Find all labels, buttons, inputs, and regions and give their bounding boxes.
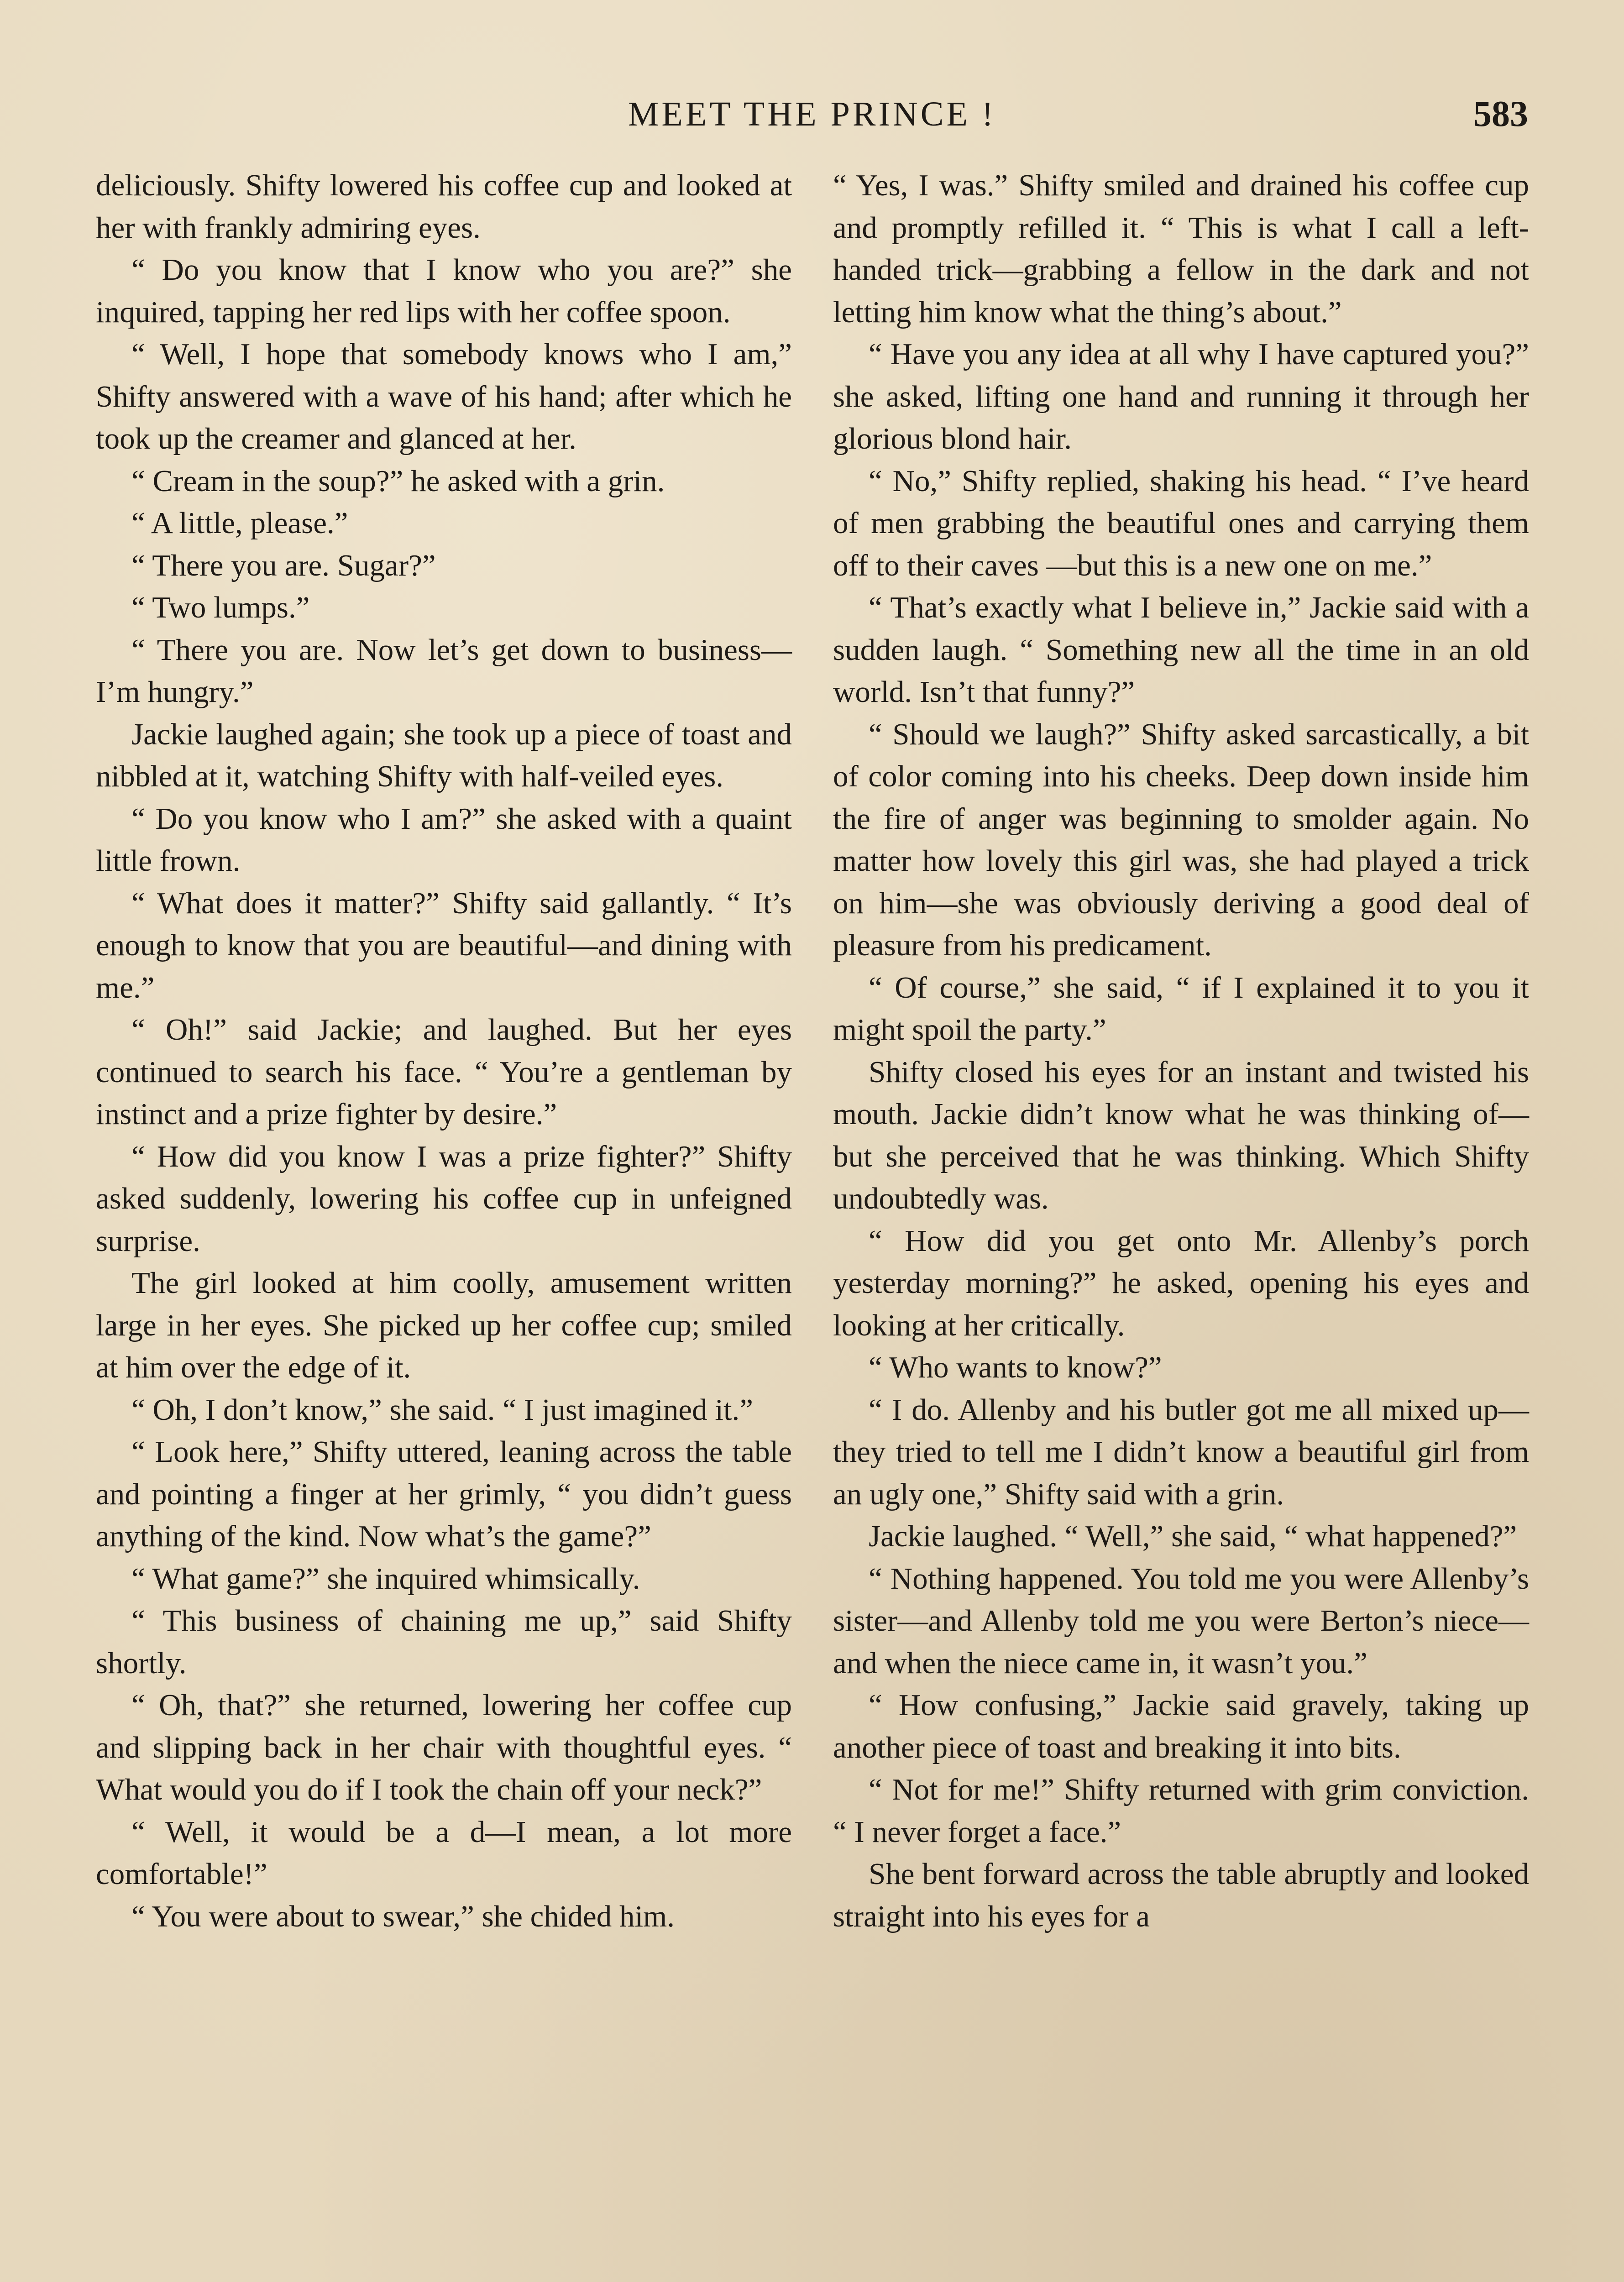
paragraph: “ Nothing happened. You told me you were Allenby’s sister—and Allenby told me you were Berton’s niece—and when the niece came in, it wasn’t you.” <box>833 1561 1529 1680</box>
paragraph: Jackie laughed again; she took up a piece of toast and nibbled at it, watching Shifty with half-veiled eyes. <box>96 717 792 793</box>
paragraph: “ Do you know that I know who you are?” she inquired, tapping her red lips with her coffee spoon. <box>96 253 792 329</box>
paragraph: “ Should we laugh?” Shifty asked sarcastically, a bit of color coming into his cheeks. Deep down inside him the fire of anger was beginning to smolder again. No matter how lovely this girl was, she had played a trick on him—she was obviously deriving a good deal of pleasure from his predicament. <box>833 717 1529 962</box>
paragraph: “ What does it matter?” Shifty said gallantly. “ It’s enough to know that you are beautiful—and dining with me.” <box>96 886 792 1005</box>
paragraph: “ You were about to swear,” she chided him. <box>131 1899 675 1933</box>
paragraph: “ There you are. Now let’s get down to business—I’m hungry.” <box>96 633 792 709</box>
right-column <box>833 164 1529 2282</box>
paragraph: She bent forward across the table abruptly and looked straight into his eyes for a <box>833 1857 1529 1933</box>
paragraph: “ How confusing,” Jackie said gravely, taking up another piece of toast and breaking it into bits. <box>833 1688 1529 1764</box>
paragraph: “ Well, I hope that somebody knows who I am,” Shifty answered with a wave of his hand; after which he took up the creamer and glanced at her. <box>96 337 792 455</box>
text-columns <box>96 164 1529 2282</box>
left-column <box>96 164 792 2282</box>
paragraph: The girl looked at him coolly, amusement written large in her eyes. She picked up her coffee cup; smiled at him over the edge of it. <box>96 1266 792 1384</box>
paragraph: “ A little, please.” <box>131 506 348 540</box>
paragraph: Shifty closed his eyes for an instant and twisted his mouth. Jackie didn’t know what he was thinking of—but she perceived that he was thinking. Which Shifty undoubtedly was. <box>833 1055 1529 1215</box>
paragraph: “ Of course,” she said, “ if I explained it to you it might spoil the party.” <box>833 970 1529 1047</box>
paragraph: “ Who wants to know?” <box>869 1350 1162 1384</box>
paragraph: “ No,” Shifty replied, shaking his head. “ I’ve heard of men grabbing the beautiful ones and carrying them off to their caves —but this is a new one on me.” <box>833 464 1529 582</box>
paragraph: “ That’s exactly what I believe in,” Jackie said with a sudden laugh. “ Something new all the time in an old world. Isn’t that funny?” <box>833 591 1529 709</box>
paragraph: “ How did you know I was a prize fighter?” Shifty asked suddenly, lowering his coffee cup in unfeigned surprise. <box>96 1139 792 1258</box>
page-header <box>96 89 1528 139</box>
paragraph: “ This business of chaining me up,” said Shifty shortly. <box>96 1604 792 1680</box>
paragraph: “ How did you get onto Mr. Allenby’s porch yesterday morning?” he asked, opening his eyes and looking at her critically. <box>833 1224 1529 1342</box>
paragraph: “ Well, it would be a d—I mean, a lot more comfortable!” <box>96 1815 792 1891</box>
paragraph: “ Yes, I was.” Shifty smiled and drained his coffee cup and promptly refilled it. “ This is what I call a left-handed trick—grabbing a fellow in the dark and not letting him know what the thing’s about.” <box>833 168 1529 329</box>
paragraph: “ Oh!” said Jackie; and laughed. But her eyes continued to search his face. “ You’re a gentleman by instinct and a prize fighter by desire.” <box>96 1013 792 1131</box>
paragraph: deliciously. Shifty lowered his coffee cup and looked at her with frankly admiring eyes. <box>96 168 792 245</box>
paragraph: “ Look here,” Shifty uttered, leaning across the table and pointing a finger at her grimly, “ you didn’t guess anything of the kind. Now what’s the game?” <box>96 1435 792 1553</box>
paragraph: “ There you are. Sugar?” <box>131 548 436 582</box>
paragraph: “ What game?” she inquired whimsically. <box>131 1561 640 1596</box>
paragraph: “ Have you any idea at all why I have captured you?” she asked, lifting one hand and running it through her glorious blond hair. <box>833 337 1529 455</box>
paragraph: “ Do you know who I am?” she asked with a quaint little frown. <box>96 801 792 878</box>
paragraph: “ Two lumps.” <box>131 591 310 624</box>
paragraph: “ Cream in the soup?” he asked with a grin. <box>131 464 665 498</box>
paragraph: “ Not for me!” Shifty returned with grim conviction. “ I never forget a face.” <box>833 1773 1529 1849</box>
paragraph: Jackie laughed. “ Well,” she said, “ what happened?” <box>869 1519 1517 1553</box>
page-number: 583 <box>1473 94 1528 134</box>
paragraph: “ I do. Allenby and his butler got me all mixed up—they tried to tell me I didn’t know a beautiful girl from an ugly one,” Shifty said with a grin. <box>833 1392 1529 1511</box>
paragraph: “ Oh, that?” she returned, lowering her coffee cup and slipping back in her chair with thoughtful eyes. “ What would you do if I took the chain off your neck?” <box>96 1688 792 1806</box>
paragraph: “ Oh, I don’t know,” she said. “ I just imagined it.” <box>131 1392 754 1427</box>
running-title: MEET THE PRINCE ! <box>628 95 996 133</box>
